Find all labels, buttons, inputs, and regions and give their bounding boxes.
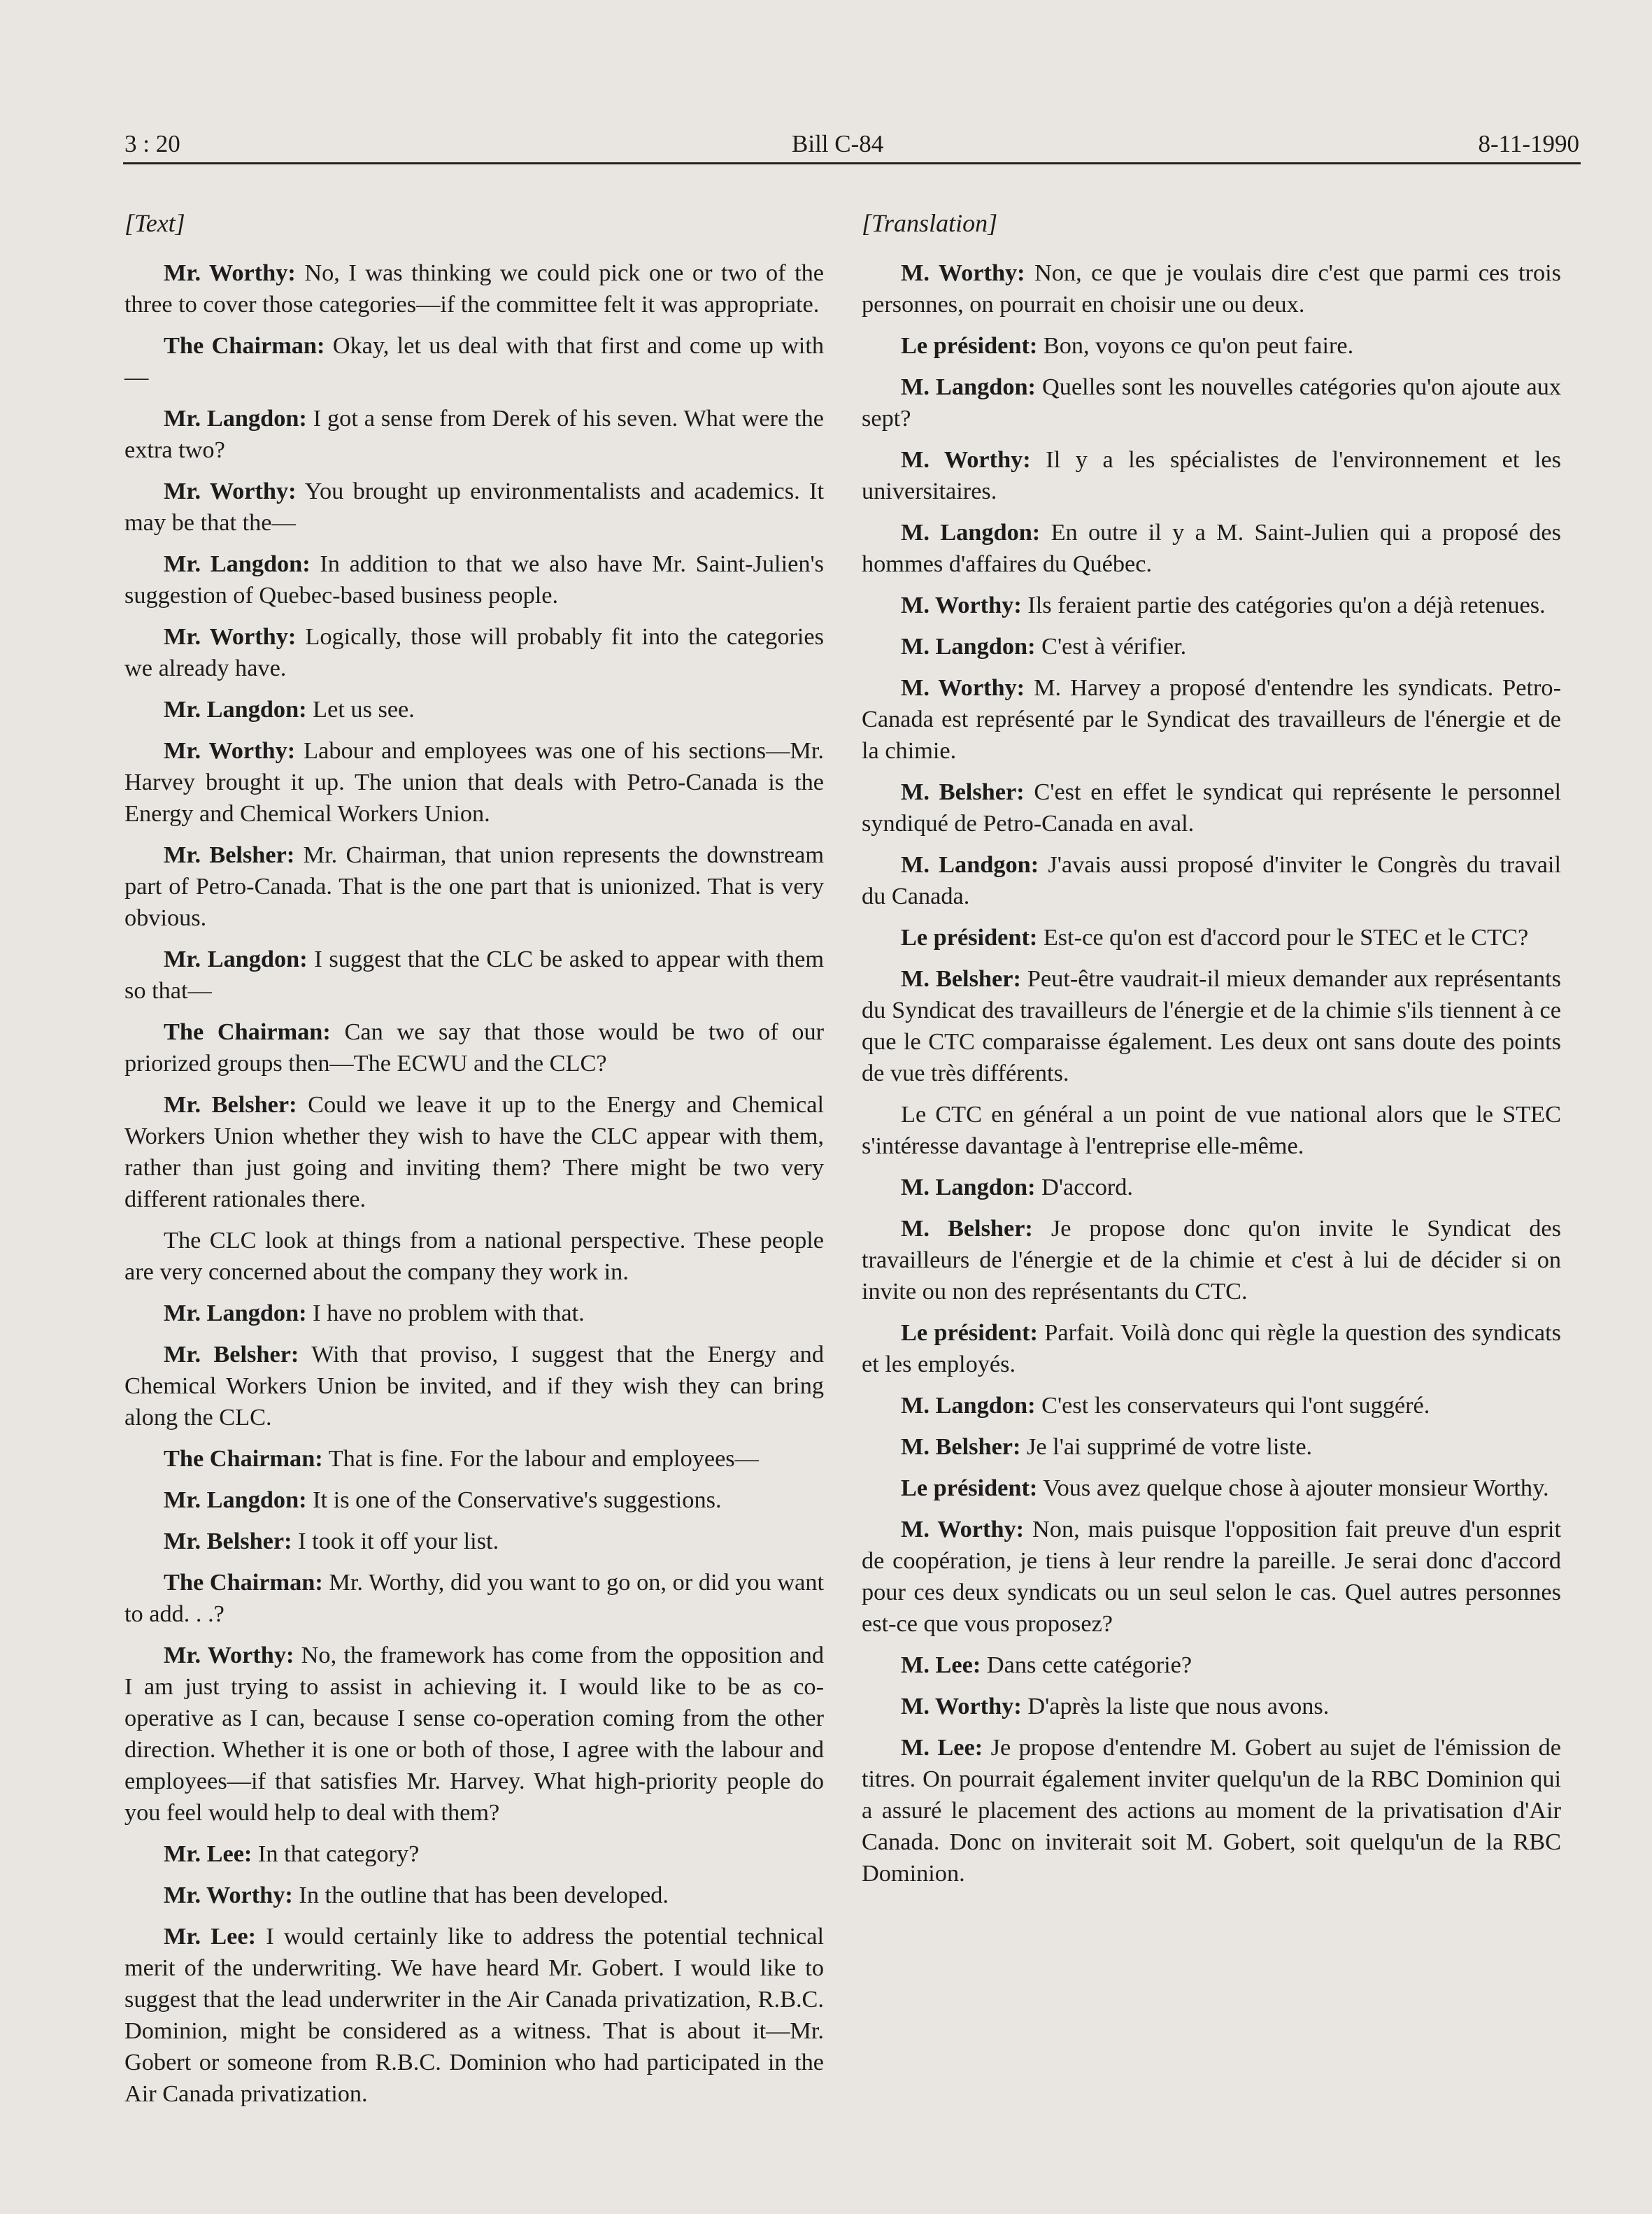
transcript-paragraph xyxy=(862,631,1561,662)
transcript-paragraph xyxy=(862,776,1561,839)
speaker-name: M. Langdon: xyxy=(901,374,1036,400)
transcript-paragraph xyxy=(862,1317,1561,1380)
speaker-name: M. Worthy: xyxy=(901,446,1031,473)
transcript-paragraph xyxy=(862,1473,1561,1504)
sitting-date: 8-11-1990 xyxy=(1478,130,1579,157)
transcript-paragraph xyxy=(124,694,824,725)
speaker-name: Mr. Worthy: xyxy=(164,260,296,286)
speech-text: In the outline that has been developed. xyxy=(299,1882,669,1908)
transcript-paragraph xyxy=(862,1390,1561,1421)
speech-text: M. Harvey a proposé d'entendre les syndicats. Petro-Canada est représenté par le Syndicat des travailleurs de l'énergie et de la chimie. xyxy=(862,674,1561,764)
speaker-name: Mr. Worthy: xyxy=(164,1642,294,1668)
transcript-paragraph xyxy=(124,257,824,320)
column-heading-translation: [Translation] xyxy=(862,209,998,237)
speech-text: Le CTC en général a un point de vue national alors que le STEC s'intéresse davantage à l'entreprise elle-même. xyxy=(862,1101,1561,1159)
speaker-name: M. Worthy: xyxy=(901,1516,1025,1542)
speech-text: Vous avez quelque chose à ajouter monsieur Worthy. xyxy=(1043,1475,1549,1501)
transcript-paragraph xyxy=(862,444,1561,507)
speech-text: No, I was thinking we could pick one or two of the three to cover those categories—if the committee felt it was appropriate. xyxy=(124,260,824,318)
speech-text: I suggest that the CLC be asked to appear with them so that— xyxy=(124,946,824,1004)
speaker-name: The Chairman: xyxy=(164,1019,331,1045)
speaker-name: M. Worthy: xyxy=(901,1693,1022,1719)
speech-text: I have no problem with that. xyxy=(313,1300,585,1326)
transcript-paragraph xyxy=(124,476,824,539)
transcript-paragraph xyxy=(862,371,1561,434)
transcript-paragraph xyxy=(124,1567,824,1630)
transcript-paragraph xyxy=(862,963,1561,1089)
transcript-paragraph xyxy=(124,1225,824,1288)
speaker-name: Le président: xyxy=(901,1475,1038,1501)
speech-text: Je propose donc qu'on invite le Syndicat des travailleurs de l'énergie et de la chimie et c'est à lui de décider si on invite ou non des représentants du CTC. xyxy=(862,1215,1562,1305)
transcript-paragraph xyxy=(124,1484,824,1516)
transcript-paragraph xyxy=(862,1172,1561,1203)
speaker-name: M. Belsher: xyxy=(901,1433,1021,1460)
speech-text: Okay, let us deal with that first and come up with— xyxy=(124,332,825,390)
speaker-name: M. Belsher: xyxy=(901,1215,1033,1242)
transcript-paragraph xyxy=(862,1514,1561,1640)
transcript-paragraph xyxy=(124,330,824,393)
speaker-name: M. Belsher: xyxy=(901,965,1021,992)
transcript-paragraph xyxy=(124,1838,824,1870)
speech-text: Parfait. Voilà donc qui règle la question des syndicats et les employés. xyxy=(862,1319,1561,1377)
speech-text: Labour and employees was one of his sections—Mr. Harvey brought it up. The union that deals with Petro-Canada is the Energy and Chemical Workers Union. xyxy=(124,737,824,827)
transcript-paragraph xyxy=(862,1213,1561,1307)
speaker-name: Mr. Belsher: xyxy=(164,1341,299,1368)
speech-text: J'avais aussi proposé d'inviter le Congrès du travail du Canada. xyxy=(862,851,1561,909)
transcript-paragraph xyxy=(862,330,1561,362)
speech-text: Ils feraient partie des catégories qu'on a déjà retenues. xyxy=(1027,592,1546,618)
speech-text: Non, ce que je voulais dire c'est que parmi ces trois personnes, on pourrait en choisir une ou deux. xyxy=(862,260,1561,318)
transcript-paragraph xyxy=(862,590,1561,621)
speaker-name: M. Langdon: xyxy=(901,1392,1036,1419)
speech-text: Could we leave it up to the Energy and Chemical Workers Union whether they wish to have the CLC appear with them, rather than just going and inviting them? There might be two very different rationales there. xyxy=(124,1091,824,1212)
transcript-paragraph xyxy=(862,1099,1561,1162)
speaker-name: Le président: xyxy=(901,332,1038,359)
speaker-name: The Chairman: xyxy=(164,1445,323,1472)
speech-text: D'accord. xyxy=(1041,1174,1133,1200)
transcript-paragraph xyxy=(124,548,824,611)
speaker-name: Mr. Worthy: xyxy=(164,1882,293,1908)
speech-text: In that category? xyxy=(257,1840,420,1867)
speech-text: En outre il y a M. Saint-Julien qui a proposé des hommes d'affaires du Québec. xyxy=(862,519,1561,577)
speech-text: Je l'ai supprimé de votre liste. xyxy=(1027,1433,1313,1460)
speech-text: No, the framework has come from the opposition and I am just trying to assist in achieving it. I would like to be as co-operative as I can, because I sense co-operation coming from the other direction. Whether it is one or both of those, I agree with the labour and employees—if that satisfies Mr. Harvey. What high-priority people do you feel would help to deal with them? xyxy=(124,1642,824,1826)
speaker-name: Mr. Langdon: xyxy=(164,1486,307,1513)
speaker-name: Mr. Langdon: xyxy=(164,946,308,972)
transcript-paragraph xyxy=(124,944,824,1007)
speaker-name: M. Landgon: xyxy=(901,851,1039,878)
speaker-name: Mr. Langdon: xyxy=(164,1300,307,1326)
transcript-paragraph xyxy=(862,1431,1561,1463)
transcript-paragraph xyxy=(124,735,824,830)
speech-text: C'est à vérifier. xyxy=(1041,633,1187,660)
french-transcript xyxy=(862,257,1561,1889)
speech-text: Dans cette catégorie? xyxy=(986,1652,1192,1678)
speech-text: Il y a les spécialistes de l'environnement et les universitaires. xyxy=(862,446,1561,504)
speaker-name: Mr. Langdon: xyxy=(164,405,307,432)
speaker-name: M. Lee: xyxy=(901,1734,983,1761)
french-column xyxy=(862,208,1561,1899)
speaker-name: Mr. Lee: xyxy=(164,1840,252,1867)
speaker-name: M. Langdon: xyxy=(901,519,1041,546)
transcript-paragraph xyxy=(124,839,824,934)
transcript-paragraph xyxy=(124,1880,824,1911)
transcript-paragraph xyxy=(862,1732,1561,1889)
speech-text: With that proviso, I suggest that the Energy and Chemical Workers Union be invited, and if they wish they can bring along the CLC. xyxy=(124,1341,824,1431)
speaker-name: Mr. Belsher: xyxy=(164,1528,292,1554)
transcript-paragraph xyxy=(862,517,1561,580)
speaker-name: The Chairman: xyxy=(164,332,325,359)
speech-text: Mr. Chairman, that union represents the downstream part of Petro-Canada. That is the one part that is unionized. That is very obvious. xyxy=(124,842,824,931)
speaker-name: Mr. Langdon: xyxy=(164,551,311,577)
speech-text: I would certainly like to address the potential technical merit of the underwriting. We have heard Mr. Gobert. I would like to suggest that the lead underwriter in the Air Canada privatization, R.B.C. Dominion, might be considered as a witness. That is about it—Mr. Gobert or someone from R.B.C. Dominion who had participated in the Air Canada privatization. xyxy=(124,1923,824,2107)
page-header xyxy=(123,120,1581,164)
speaker-name: M. Lee: xyxy=(901,1652,981,1678)
transcript-paragraph xyxy=(862,1691,1561,1722)
speaker-name: M. Worthy: xyxy=(901,674,1025,701)
transcript-paragraph xyxy=(124,403,824,466)
bill-title: Bill C-84 xyxy=(792,130,884,157)
speech-text: You brought up environmentalists and academics. It may be that the— xyxy=(124,478,824,536)
speech-text: Mr. Worthy, did you want to go on, or did you want to add. . .? xyxy=(124,1569,824,1627)
transcript-paragraph xyxy=(862,672,1561,767)
speech-text: In addition to that we also have Mr. Saint-Julien's suggestion of Quebec-based business people. xyxy=(124,551,825,609)
transcript-paragraph xyxy=(124,1640,824,1829)
column-heading-text: [Text] xyxy=(124,209,185,237)
speech-text: Je propose d'entendre M. Gobert au sujet de l'émission de titres. On pourrait également inviter quelqu'un de la RBC Dominion qui a assuré le placement des actions au moment de la privatisation d'Air Canada. Donc on inviterait soit M. Gobert, soit quelqu'un de la RBC Dominion. xyxy=(862,1734,1561,1887)
transcript-paragraph xyxy=(124,1921,824,2110)
speaker-name: M. Belsher: xyxy=(901,779,1025,805)
transcript-paragraph xyxy=(124,1339,824,1433)
speech-text: That is fine. For the labour and employees— xyxy=(328,1445,759,1472)
speech-text: I took it off your list. xyxy=(298,1528,499,1554)
speech-text: The CLC look at things from a national perspective. These people are very concerned about the company they work in. xyxy=(124,1227,824,1285)
speech-text: Logically, those will probably fit into the categories we already have. xyxy=(124,623,824,681)
speaker-name: Le président: xyxy=(901,924,1038,951)
speaker-name: Mr. Belsher: xyxy=(164,1091,297,1118)
speech-text: C'est en effet le syndicat qui représente le personnel syndiqué de Petro-Canada en aval. xyxy=(862,779,1562,837)
speech-text: Est-ce qu'on est d'accord pour le STEC et le CTC? xyxy=(1043,924,1529,951)
speech-text: Peut-être vaudrait-il mieux demander aux représentants du Syndicat des travailleurs de l'énergie et de la chimie s'ils tiennent à ce que le CTC comparaisse également. Les deux ont sans doute des points de vue très différents. xyxy=(862,965,1561,1086)
speech-text: I got a sense from Derek of his seven. What were the extra two? xyxy=(124,405,824,463)
speaker-name: Mr. Belsher: xyxy=(164,842,295,868)
speaker-name: M. Langdon: xyxy=(901,633,1036,660)
speech-text: Quelles sont les nouvelles catégories qu'on ajoute aux sept? xyxy=(862,374,1561,432)
speech-text: D'après la liste que nous avons. xyxy=(1027,1693,1330,1719)
speaker-name: Mr. Lee: xyxy=(164,1923,257,1950)
speech-text: It is one of the Conservative's suggestions. xyxy=(313,1486,722,1513)
transcript-paragraph xyxy=(862,1649,1561,1681)
page-number: 3 : 20 xyxy=(124,130,180,157)
speech-text: Bon, voyons ce qu'on peut faire. xyxy=(1043,332,1354,359)
transcript-paragraph xyxy=(862,849,1561,912)
speech-text: Let us see. xyxy=(313,696,415,723)
transcript-paragraph xyxy=(124,621,824,684)
speaker-name: Mr. Langdon: xyxy=(164,696,307,723)
speech-text: Can we say that those would be two of our priorized groups then—The ECWU and the CLC? xyxy=(124,1019,825,1077)
speaker-name: Mr. Worthy: xyxy=(164,623,297,650)
speaker-name: M. Langdon: xyxy=(901,1174,1036,1200)
speech-text: Non, mais puisque l'opposition fait preuve d'un esprit de coopération, je tiens à leur rendre la pareille. Je serai donc d'accord pour ces deux syndicats ou un seul selon le cas. Quel autres personnes est-ce que vous proposez? xyxy=(862,1516,1561,1637)
english-column xyxy=(124,208,824,2120)
english-transcript xyxy=(124,257,824,2110)
transcript-paragraph xyxy=(124,1526,824,1557)
transcript-paragraph xyxy=(124,1016,824,1079)
speaker-name: M. Worthy: xyxy=(901,260,1025,286)
transcript-paragraph xyxy=(862,922,1561,953)
speaker-name: Le président: xyxy=(901,1319,1038,1346)
transcript-paragraph xyxy=(124,1298,824,1329)
transcript-paragraph xyxy=(124,1089,824,1215)
speech-text: C'est les conservateurs qui l'ont suggéré. xyxy=(1041,1392,1430,1419)
transcript-paragraph xyxy=(862,257,1561,320)
speaker-name: Mr. Worthy: xyxy=(164,737,296,764)
speaker-name: Mr. Worthy: xyxy=(164,478,297,504)
speaker-name: The Chairman: xyxy=(164,1569,323,1596)
speaker-name: M. Worthy: xyxy=(901,592,1022,618)
transcript-paragraph xyxy=(124,1443,824,1475)
